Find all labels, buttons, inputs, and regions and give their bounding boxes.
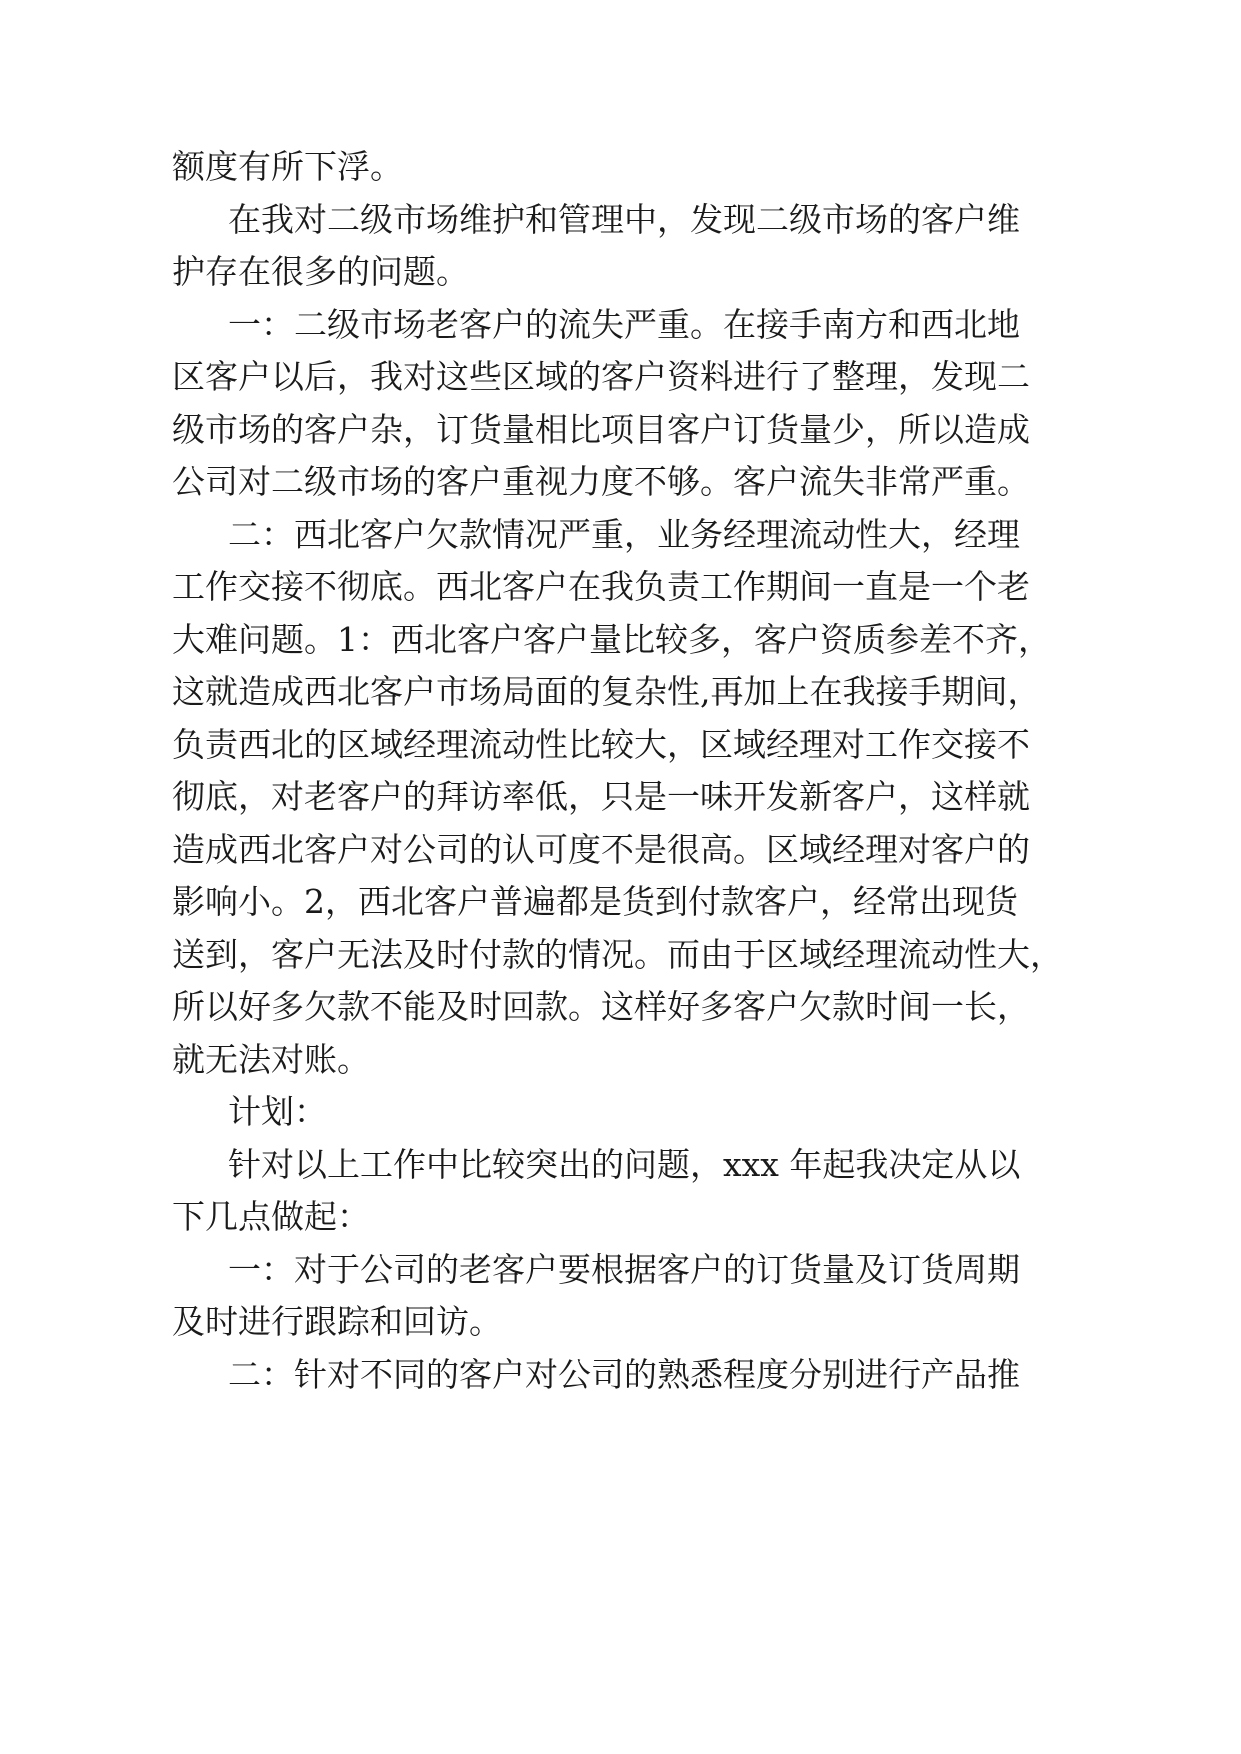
text-line — [0, 506, 1241, 564]
line-text: 额度有所下浮。 — [172, 147, 403, 186]
line-text: 一：二级市场老客户的流失严重。在接手南方和西北地 — [228, 305, 1020, 344]
line-text: 公司对二级市场的客户重视力度不够。客户流失非常严重。 — [172, 462, 1030, 501]
line-text: 一：对于公司的老客户要根据客户的订货量及订货周期 — [228, 1250, 1020, 1289]
text-line — [0, 978, 1241, 1036]
text-line — [0, 663, 1241, 721]
line-text: 及时进行跟踪和回访。 — [172, 1302, 502, 1341]
text-line — [0, 1346, 1241, 1404]
text-line — [0, 1188, 1241, 1246]
text-line — [0, 401, 1241, 459]
line-text: 级市场的客户杂，订货量相比项目客户订货量少，所以造成 — [172, 410, 1030, 449]
text-line — [0, 1241, 1241, 1299]
line-text: 彻底，对老客户的拜访率低，只是一味开发新客户，这样就 — [172, 777, 1030, 816]
line-text: 大难问题。1：西北客户客户量比较多，客户资质参差不齐， — [172, 620, 1051, 659]
text-line — [0, 138, 1241, 196]
line-text: 负责西北的区域经理流动性比较大，区域经理对工作交接不 — [172, 725, 1030, 764]
text-line — [0, 821, 1241, 879]
line-text: 影响小。2，西北客户普遍都是货到付款客户，经常出现货 — [172, 882, 1018, 921]
line-text: 下几点做起： — [172, 1197, 370, 1236]
line-text: 针对以上工作中比较突出的问题，xxx 年起我决定从以 — [228, 1145, 1021, 1184]
text-line — [0, 1083, 1241, 1141]
text-line — [0, 558, 1241, 616]
text-line — [0, 453, 1241, 511]
text-line — [0, 191, 1241, 249]
line-text: 护存在很多的问题。 — [172, 252, 469, 291]
text-line — [0, 926, 1241, 984]
line-text: 区客户以后，我对这些区域的客户资料进行了整理，发现二 — [172, 357, 1030, 396]
line-text: 在我对二级市场维护和管理中，发现二级市场的客户维 — [228, 200, 1020, 239]
text-line — [0, 348, 1241, 406]
text-line — [0, 1293, 1241, 1351]
line-text: 二：西北客户欠款情况严重，业务经理流动性大，经理 — [228, 515, 1020, 554]
line-text: 送到，客户无法及时付款的情况。而由于区域经理流动性大， — [172, 935, 1063, 974]
text-line — [0, 768, 1241, 826]
line-text: 就无法对账。 — [172, 1040, 370, 1079]
line-text: 计划： — [228, 1092, 327, 1131]
line-text: 二：针对不同的客户对公司的熟悉程度分别进行产品推 — [228, 1355, 1020, 1394]
text-line — [0, 611, 1241, 669]
text-line — [0, 296, 1241, 354]
line-text: 造成西北客户对公司的认可度不是很高。区域经理对客户的 — [172, 830, 1030, 869]
text-line — [0, 873, 1241, 931]
line-text: 所以好多欠款不能及时回款。这样好多客户欠款时间一长， — [172, 987, 1030, 1026]
text-line — [0, 1136, 1241, 1194]
line-text: 工作交接不彻底。西北客户在我负责工作期间一直是一个老 — [172, 567, 1030, 606]
text-line — [0, 716, 1241, 774]
text-line — [0, 1031, 1241, 1089]
line-text: 这就造成西北客户市场局面的复杂性,再加上在我接手期间， — [172, 672, 1041, 711]
text-line — [0, 243, 1241, 301]
